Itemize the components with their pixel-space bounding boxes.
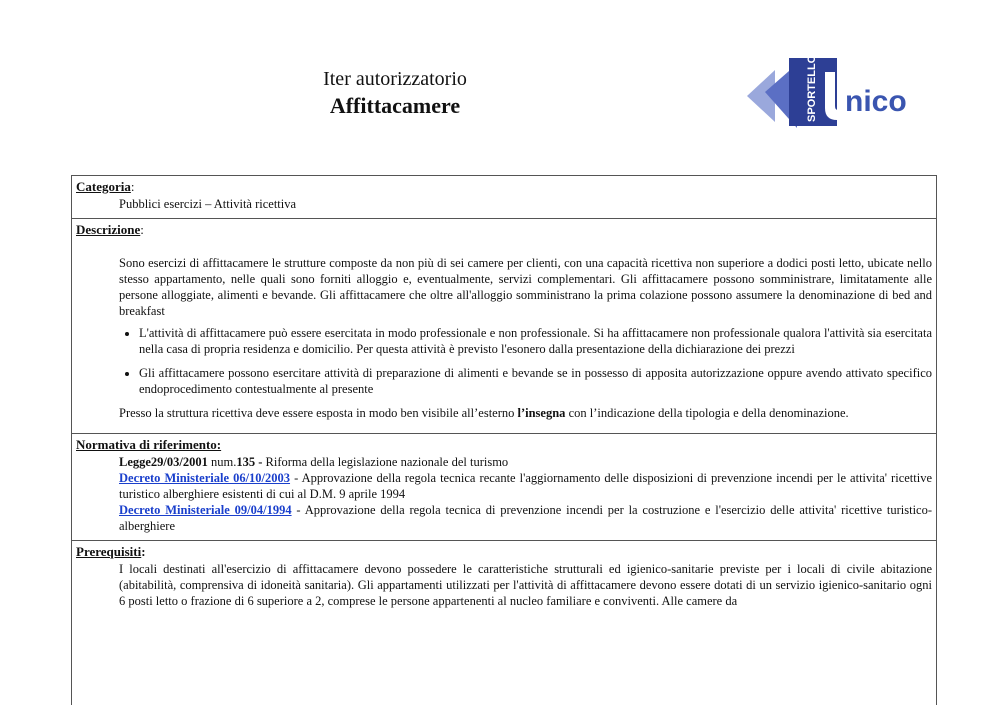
sportello-unico-logo: [745, 52, 920, 132]
legge-num-prefix: num.: [207, 455, 237, 469]
categoria-colon: :: [130, 179, 135, 194]
document-subtitle: Iter autorizzatorio: [323, 68, 467, 90]
closing-text-end: con l’indicazione della tipologia e della denominazione.: [565, 406, 849, 420]
legge-ref: Legge29/03/2001: [119, 455, 208, 469]
categoria-value: Pubblici esercizi – Attività ricettiva: [119, 197, 297, 211]
section-normativa: [72, 434, 936, 541]
decreto-text-2003: - Approvazione della regola tecnica recante l'aggiornamento delle disposizioni di prevenzione incendi per le attivita' ricettive turistico alberghiere esistenti di cui al D.M. 9 aprile 1994: [119, 471, 933, 501]
logo-initial-shape: [825, 72, 845, 120]
normativa-item: [119, 454, 932, 470]
descrizione-body: [76, 255, 932, 421]
normativa-item: [119, 502, 932, 534]
normativa-list: [76, 454, 932, 534]
section-descrizione: [72, 219, 936, 434]
decreto-link-1994[interactable]: Decreto Ministeriale 09/04/1994: [119, 503, 292, 517]
categoria-label: Categoria: [76, 179, 131, 194]
decreto-link-2003[interactable]: Decreto Ministeriale 06/10/2003: [119, 471, 291, 485]
closing-text: Presso la struttura ricettiva deve essere esposta in modo ben visibile all’esterno: [119, 406, 518, 420]
logo-word: nico: [845, 85, 907, 118]
prerequisiti-text: I locali destinati all'esercizio di affittacamere devono possedere le caratteristiche strutturali ed igienico-sanitarie previste per i locali di civile abitazione (abitabilità, comprensiva di idoneità sanitaria). Gli appartamenti utilizzati per l'attività di affittacamere devono essere dotati di un servizio igienico-sanitario ogni 6 posti letto o frazione di 6 superiore a 2, comprese le persone appartenenti al nucleo familiare e conviventi. Alle camere da: [119, 562, 932, 608]
section-categoria: [72, 176, 936, 219]
prerequisiti-label: Prerequisiti: [76, 544, 142, 559]
descrizione-intro: Sono esercizi di affittacamere le strutture composte da non più di sei camere per clienti, con una capacità ricettiva non superiore a dodici posti letto, ubicate nello stesso appartamento, nelle quali sono forniti alloggio e, eventualmente, servizi complementari. Gli affittacamere possono somministrare, limitatamente alle persone alloggiate, alimenti e bevande. Gli affittacamere che oltre all'alloggio somministrano la prima colazione possono assumere la denominazione di bed and breakfast: [119, 256, 932, 318]
prerequisiti-colon: :: [141, 544, 146, 559]
document-title: Affittacamere: [329, 93, 461, 118]
decreto-text-1994: - Approvazione della regola tecnica di prevenzione incendi per la costruzione e l'esercizio delle attivita' ricettive turistico-alberghiere: [119, 503, 933, 533]
legge-num: 135 -: [236, 455, 263, 469]
closing-bold: l’insegna: [517, 406, 566, 420]
section-prerequisiti: [72, 541, 936, 615]
legge-text: Riforma della legislazione nazionale del turismo: [262, 455, 509, 469]
descrizione-closing: [119, 405, 932, 421]
document-header: [0, 66, 790, 120]
descrizione-bullets: [119, 325, 932, 397]
normativa-item: [119, 470, 932, 502]
descrizione-label: Descrizione: [76, 222, 141, 237]
bullet-item: • Gli affittacamere possono esercitare attività di preparazione di alimenti e bevande se in possesso di apposita autorizzazione oppure avendo attivato specifico endoprocedimento contestualmente al presente: [139, 365, 932, 397]
document-table: [71, 175, 937, 705]
descrizione-colon: :: [140, 222, 144, 237]
bullet-item: • L'attività di affittacamere può essere esercitata in modo professionale e non professionale. Si ha affittacamere non professionale qualora l'attività sia esercitata nella casa di propria residenza e domicilio. Per questa attività è previsto l'esonero dalla presentazione della dichiarazione dei prezzi: [139, 325, 932, 357]
logo-vertical-text: SPORTELLO: [806, 54, 818, 122]
normativa-label: Normativa di riferimento:: [76, 437, 222, 452]
